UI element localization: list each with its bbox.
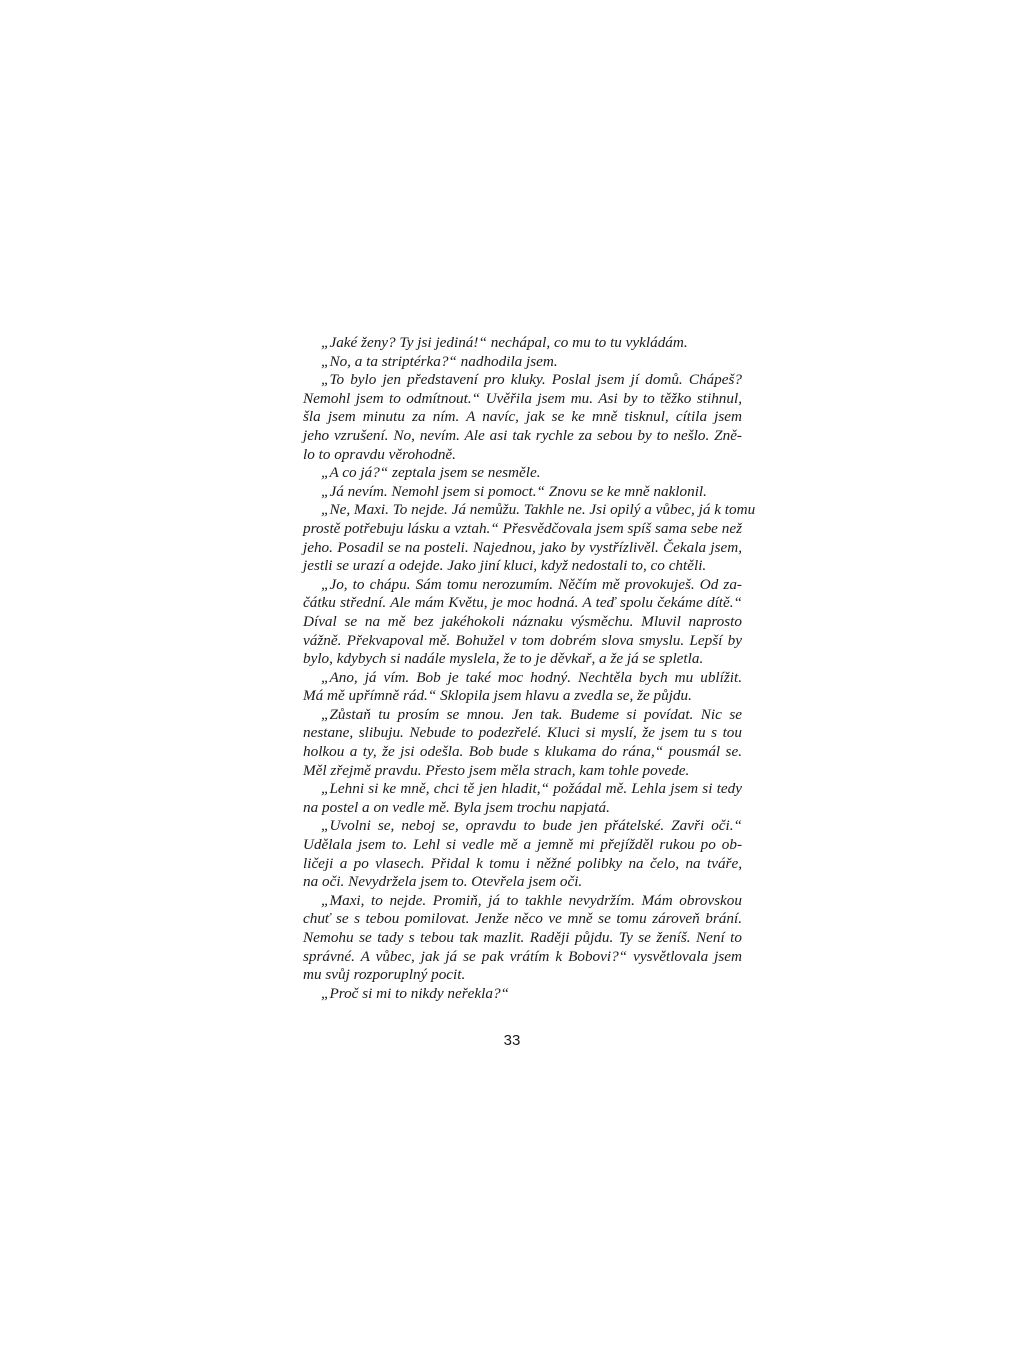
paragraph	[285, 371, 742, 464]
paragraph	[285, 483, 742, 502]
text-line: jeho. Posadil se na posteli. Najednou, jako by vystřízlivěl. Čekala jsem,	[303, 538, 742, 556]
text-line: na postel a on vedle mě. Byla jsem trochu napjatá.	[303, 798, 610, 816]
text-line: holkou a ty, že jsi odešla. Bob bude s klukama do rána,“ pousmál se.	[303, 743, 742, 761]
paragraph	[285, 353, 742, 372]
text-line: správné. A vůbec, jak já se pak vrátím k Bobovi?“ vysvětlovala jsem	[303, 947, 742, 965]
paragraph	[285, 576, 742, 669]
text-line: bylo, kdybych si nadále myslela, že to je děvkař, a že já se spletla.	[303, 650, 704, 668]
paragraph	[285, 780, 742, 817]
text-line: „Jaké ženy? Ty jsi jediná!“ nechápal, co mu to tu vykládám.	[321, 334, 688, 351]
text-line: „Zůstaň tu prosím se mnou. Jen tak. Budeme si povídat. Nic se	[321, 705, 742, 723]
text-line: chuť se s tebou pomilovat. Jenže něco ve mně se tomu zároveň brání.	[303, 910, 742, 928]
text-line: Má mě upřímně rád.“ Sklopila jsem hlavu a zvedla se, že půjdu.	[303, 687, 692, 705]
paragraph	[285, 706, 742, 780]
text-line: „Proč si mi to nikdy neřekla?“	[321, 984, 509, 1002]
text-line: „Jo, to chápu. Sám tomu nerozumím. Něčím mě provokuješ. Od za-	[321, 575, 742, 593]
text-line: „Lehni si ke mně, chci tě jen hladit,“ požádal mě. Lehla jsem si tedy	[321, 780, 742, 798]
text-line: jeho vzrušení. No, nevím. Ale asi tak rychle za sebou by to nešlo. Zně-	[303, 426, 742, 444]
text-line: Měl zřejmě pravdu. Přesto jsem měla strach, kam tohle povede.	[303, 761, 690, 779]
paragraph	[285, 669, 742, 706]
text-line: lo to opravdu věrohodně.	[303, 445, 456, 463]
text-line: čátku střední. Ale mám Květu, je moc hodná. A teď spolu čekáme dítě.“	[303, 594, 742, 612]
paragraph	[285, 985, 742, 1004]
text-line: „Ne, Maxi. To nejde. Já nemůžu. Takhle ne. Jsi opilý a vůbec, já k tomu	[321, 501, 756, 519]
text-line: „Ano, já vím. Bob je také moc hodný. Nechtěla bych mu ublížit.	[321, 668, 742, 686]
text-line: „Uvolni se, neboj se, opravdu to bude jen přátelské. Zavři oči.“	[321, 817, 742, 835]
body-text	[285, 334, 756, 1003]
text-line: Udělala jsem to. Lehl si vedle mě a jemně mi přejížděl rukou po ob-	[303, 836, 742, 854]
page-number: 33	[503, 1032, 521, 1049]
text-line: „Já nevím. Nemohl jsem si pomoct.“ Znovu se ke mně naklonil.	[321, 482, 707, 500]
text-line: prostě potřebuju lásku a vztah.“ Přesvědčovala jsem spíš sama sebe než	[303, 519, 742, 537]
text-line: „To bylo jen představení pro kluky. Poslal jsem jí domů. Chápeš?	[321, 371, 742, 389]
text-line: nestane, slibuju. Nebude to podezřelé. Kluci si myslí, že jsem tu s tou	[303, 724, 742, 742]
text-line: na oči. Nevydržela jsem to. Otevřela jsem oči.	[303, 873, 583, 891]
text-line: ličeji a po vlasech. Přidal k tomu i něžné polibky na čelo, na tváře,	[303, 854, 742, 872]
paragraph	[285, 892, 742, 985]
text-line: Nemohu se tady s tebou tak mazlit. Raději půjdu. Ty se ženíš. Není to	[303, 929, 742, 946]
text-line: Nemohl jsem to odmítnout.“ Uvěřila jsem mu. Asi by to těžko stihnul,	[303, 389, 742, 407]
paragraph	[285, 817, 742, 891]
text-line: „A co já?“ zeptala jsem se nesměle.	[321, 464, 541, 482]
text-line: vážně. Překvapoval mě. Bohužel v tom dobrém slova smyslu. Lepší by	[303, 631, 742, 649]
text-line: „Maxi, to nejde. Promiň, já to takhle nevydržím. Mám obrovskou	[321, 891, 742, 909]
paragraph	[285, 334, 742, 353]
text-line: mu svůj rozporuplný pocit.	[303, 966, 466, 984]
paragraph	[285, 501, 756, 575]
text-line: „No, a ta striptérka?“ nadhodila jsem.	[321, 352, 558, 370]
text-line: jestli se urazí a odejde. Jako jiní kluci, když nedostali to, co chtěli.	[303, 557, 707, 575]
paragraph	[285, 464, 742, 483]
text-line: šla jsem minutu za ním. A navíc, jak se ke mně tisknul, cítila jsem	[303, 408, 742, 426]
text-line: Díval se na mě bez jakéhokoli náznaku výsměchu. Mluvil naprosto	[303, 612, 742, 630]
